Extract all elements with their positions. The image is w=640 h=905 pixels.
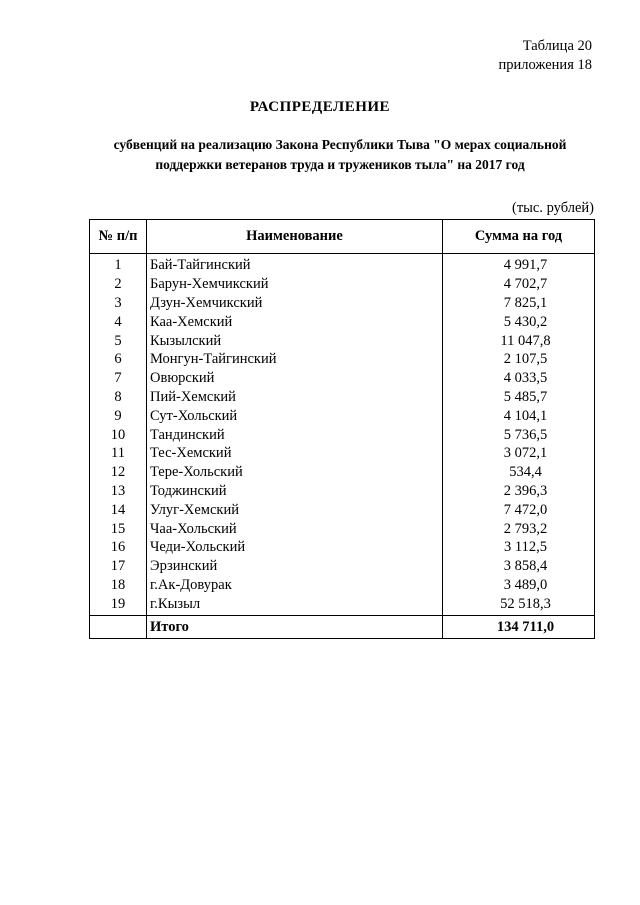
table-row xyxy=(90,482,595,501)
unit-label: (тыс. рублей) xyxy=(512,200,594,216)
row-number: 18 xyxy=(90,576,147,595)
total-sum: 134 711,0 xyxy=(443,616,595,639)
table-row xyxy=(90,463,595,482)
header-references xyxy=(499,37,592,75)
row-name: Дзун-Хемчикский xyxy=(147,294,443,313)
table-row xyxy=(90,312,595,331)
table-total-row xyxy=(90,616,595,639)
row-number: 14 xyxy=(90,500,147,519)
row-number: 8 xyxy=(90,388,147,407)
appendix-reference: приложения 18 xyxy=(498,57,592,73)
row-sum: 11 047,8 xyxy=(443,331,595,350)
document-title: РАСПРЕДЕЛЕНИЕ xyxy=(249,99,391,115)
row-name: Пий-Хемский xyxy=(147,388,443,407)
row-name: Бай-Тайгинский xyxy=(147,254,443,275)
row-name: Тандинский xyxy=(147,425,443,444)
row-number: 3 xyxy=(90,294,147,313)
row-number: 13 xyxy=(90,482,147,501)
row-sum: 534,4 xyxy=(443,463,595,482)
table-row xyxy=(90,519,595,538)
row-sum: 2 396,3 xyxy=(443,482,595,501)
subtitle-line-2: поддержки ветеранов труда и тружеников тыла" на 2017 год xyxy=(155,157,525,172)
row-number: 12 xyxy=(90,463,147,482)
row-number: 10 xyxy=(90,425,147,444)
row-sum: 2 107,5 xyxy=(443,350,595,369)
subtitle-line-1: субвенций на реализацию Закона Республики Тыва "О мерах социальной xyxy=(113,137,567,152)
row-name: Тес-Хемский xyxy=(147,444,443,463)
row-sum: 52 518,3 xyxy=(443,594,595,615)
distribution-table xyxy=(89,219,595,639)
row-name: Чаа-Хольский xyxy=(147,519,443,538)
row-number: 9 xyxy=(90,406,147,425)
table-row xyxy=(90,331,595,350)
row-name: Эрзинский xyxy=(147,557,443,576)
column-header-name: Наименование xyxy=(147,220,443,254)
table-row xyxy=(90,594,595,615)
row-sum: 7 825,1 xyxy=(443,294,595,313)
row-number: 19 xyxy=(90,594,147,615)
row-number: 1 xyxy=(90,254,147,275)
row-sum: 5 430,2 xyxy=(443,312,595,331)
column-header-number: № п/п xyxy=(90,220,147,254)
row-name: Монгун-Тайгинский xyxy=(147,350,443,369)
table-row xyxy=(90,538,595,557)
row-number: 6 xyxy=(90,350,147,369)
row-name: Овюрский xyxy=(147,369,443,388)
row-number: 11 xyxy=(90,444,147,463)
table-header-row xyxy=(90,220,595,254)
row-number: 15 xyxy=(90,519,147,538)
row-name: г.Кызыл xyxy=(147,594,443,615)
document-subtitle xyxy=(60,135,620,175)
row-sum: 5 485,7 xyxy=(443,388,595,407)
row-sum: 3 489,0 xyxy=(443,576,595,595)
row-name: Тере-Хольский xyxy=(147,463,443,482)
row-sum: 3 072,1 xyxy=(443,444,595,463)
row-sum: 4 991,7 xyxy=(443,254,595,275)
column-header-sum: Сумма на год xyxy=(443,220,595,254)
row-name: Каа-Хемский xyxy=(147,312,443,331)
table-row xyxy=(90,275,595,294)
row-sum: 4 702,7 xyxy=(443,275,595,294)
table-row xyxy=(90,369,595,388)
table-row xyxy=(90,350,595,369)
row-name: Сут-Хольский xyxy=(147,406,443,425)
row-sum: 3 112,5 xyxy=(443,538,595,557)
table-row xyxy=(90,576,595,595)
table-row xyxy=(90,254,595,275)
row-number: 7 xyxy=(90,369,147,388)
table-row xyxy=(90,557,595,576)
total-number-cell xyxy=(90,616,147,639)
row-number: 17 xyxy=(90,557,147,576)
row-sum: 5 736,5 xyxy=(443,425,595,444)
table-body xyxy=(90,254,595,616)
table-reference: Таблица 20 xyxy=(522,38,592,54)
row-sum: 7 472,0 xyxy=(443,500,595,519)
table-row xyxy=(90,500,595,519)
row-number: 2 xyxy=(90,275,147,294)
row-number: 5 xyxy=(90,331,147,350)
row-number: 16 xyxy=(90,538,147,557)
row-sum: 4 033,5 xyxy=(443,369,595,388)
table-row xyxy=(90,294,595,313)
table-row xyxy=(90,444,595,463)
table-row xyxy=(90,406,595,425)
row-name: Улуг-Хемский xyxy=(147,500,443,519)
row-name: Барун-Хемчикский xyxy=(147,275,443,294)
row-sum: 3 858,4 xyxy=(443,557,595,576)
row-sum: 4 104,1 xyxy=(443,406,595,425)
row-number: 4 xyxy=(90,312,147,331)
row-name: Чеди-Хольский xyxy=(147,538,443,557)
row-name: Кызылский xyxy=(147,331,443,350)
table-row xyxy=(90,425,595,444)
total-label: Итого xyxy=(147,616,443,639)
row-name: Тоджинский xyxy=(147,482,443,501)
row-sum: 2 793,2 xyxy=(443,519,595,538)
table-row xyxy=(90,388,595,407)
row-name: г.Ак-Довурак xyxy=(147,576,443,595)
